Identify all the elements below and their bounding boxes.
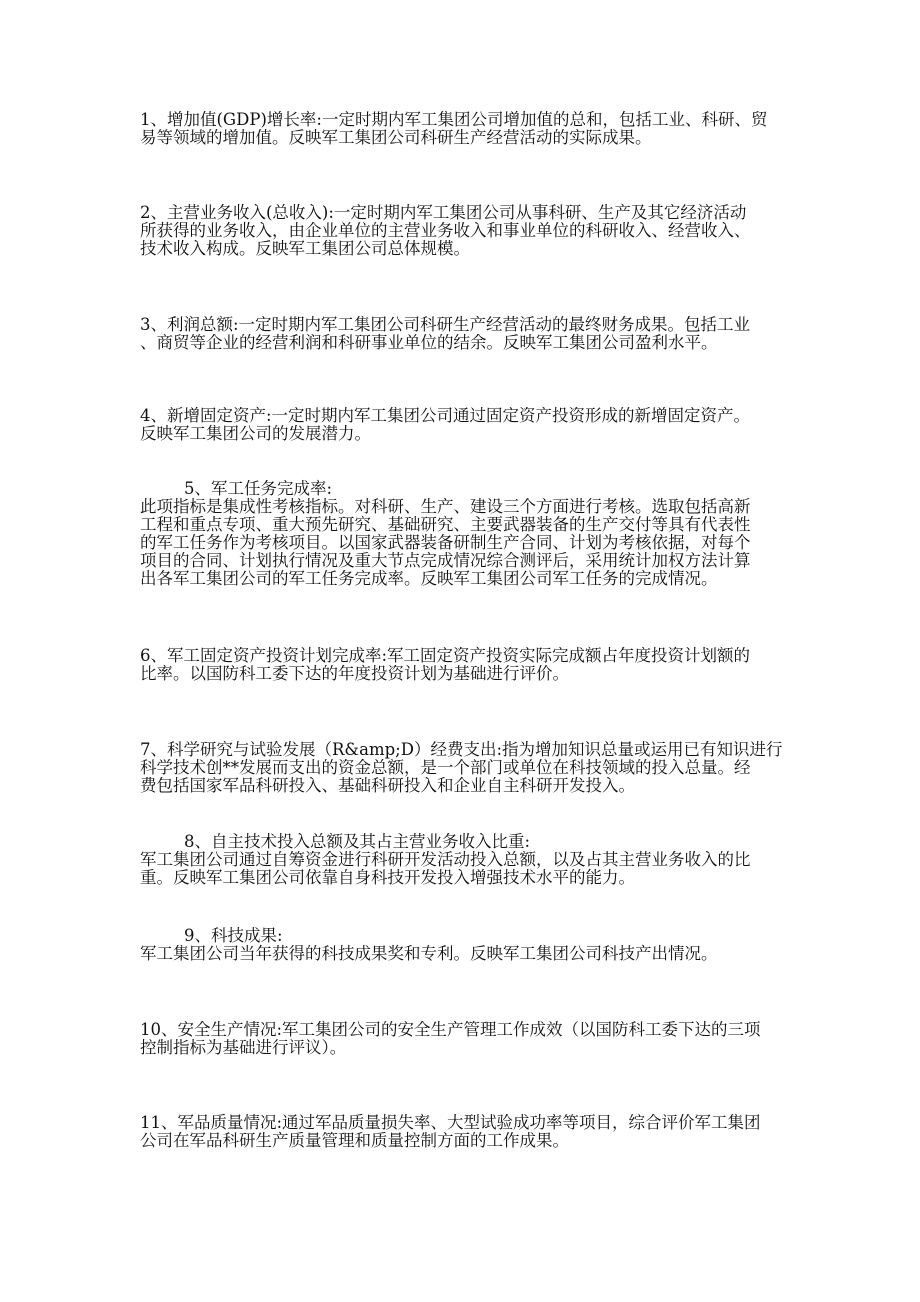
text-line: 3、利润总额:一定时期内军工集团公司科研生产经营活动的最终财务成果。包括工业: [140, 315, 751, 334]
text-line: 项目的合同、计划执行情况及重大节点完成情况综合测评后，采用统计加权方法计算: [140, 551, 751, 570]
text-line: 的军工任务作为考核项目。以国家武器装备研制生产合同、计划为考核依据，对每个: [140, 533, 751, 552]
text-line: 费包括国家军品科研投入、基础科研投入和企业自主科研开发投入。: [140, 776, 635, 795]
text-line: 公司在军品科研生产质量管理和质量控制方面的工作成果。: [140, 1131, 569, 1150]
paragraph-9: [140, 927, 800, 963]
text-line: 出各军工集团公司的军工任务完成率。反映军工集团公司军工任务的完成情况。: [140, 569, 718, 588]
text-line: 1、增加值(GDP)增长率:一定时期内军工集团公司增加值的总和，包括工业、科研、贸: [140, 110, 768, 129]
text-line: 2、主营业务收入(总收入):一定时期内军工集团公司从事科研、生产及其它经济活动: [140, 203, 747, 222]
paragraph-4: [140, 407, 800, 443]
text-line: 7、科学研究与试验发展（R&amp;D）经费支出:指为增加知识总量或运用已有知识进行: [140, 740, 783, 759]
text-line: 11、军品质量情况:通过军品质量损失率、大型试验成功率等项目，综合评价军工集团: [140, 1113, 761, 1132]
paragraph-6: [140, 647, 800, 683]
item-heading: 8、自主技术投入总额及其占主营业务收入比重:: [184, 832, 531, 851]
paragraph-8: [140, 833, 800, 887]
text-line: 控制指标为基础进行评议）。: [140, 1038, 347, 1057]
text-line: 比率。以国防科工委下达的年度投资计划为基础进行评价。: [140, 664, 569, 683]
text-line: 重。反映军工集团公司依靠自身科技开发投入增强技术水平的能力。: [140, 868, 635, 887]
paragraph-11: [140, 1114, 800, 1150]
text-line: 此项指标是集成性考核指标。对科研、生产、建设三个方面进行考核。选取包括高新: [140, 497, 751, 516]
text-line: 科学技术创**发展而支出的资金总额，是一个部门或单位在科技领域的投入总量。经: [140, 758, 751, 777]
text-line: 工程和重点专项、重大预先研究、基础研究、主要武器装备的生产交付等具有代表性: [140, 515, 751, 534]
text-line: 所获得的业务收入，由企业单位的主营业务收入和事业单位的科研收入、经营收入、: [140, 221, 751, 240]
paragraph-2: [140, 204, 800, 258]
text-line: 4、新增固定资产:一定时期内军工集团公司通过固定资产投资形成的新增固定资产。: [140, 406, 751, 425]
text-line: 、商贸等企业的经营利润和科研事业单位的结余。反映军工集团公司盈利水平。: [140, 333, 718, 352]
item-heading: 5、军工任务完成率:: [184, 479, 333, 498]
text-line: 技术收入构成。反映军工集团公司总体规模。: [140, 239, 470, 258]
text-line: 反映军工集团公司的发展潜力。: [140, 424, 371, 443]
text-line: 易等领域的增加值。反映军工集团公司科研生产经营活动的实际成果。: [140, 128, 652, 147]
paragraph-5: [140, 480, 800, 588]
text-line: 军工集团公司当年获得的科技成果奖和专利。反映军工集团公司科技产出情况。: [140, 944, 718, 963]
paragraph-10: [140, 1021, 800, 1057]
paragraph-3: [140, 316, 800, 352]
paragraph-1: [140, 111, 800, 147]
text-line: 10、安全生产情况:军工集团公司的安全生产管理工作成效（以国防科工委下达的三项: [140, 1020, 761, 1039]
text-line: 军工集团公司通过自筹资金进行科研开发活动投入总额，以及占其主营业务收入的比: [140, 850, 751, 869]
item-heading: 9、科技成果:: [184, 926, 283, 945]
text-line: 6、军工固定资产投资计划完成率:军工固定资产投资实际完成额占年度投资计划额的: [140, 646, 751, 665]
paragraph-7: [140, 741, 800, 795]
